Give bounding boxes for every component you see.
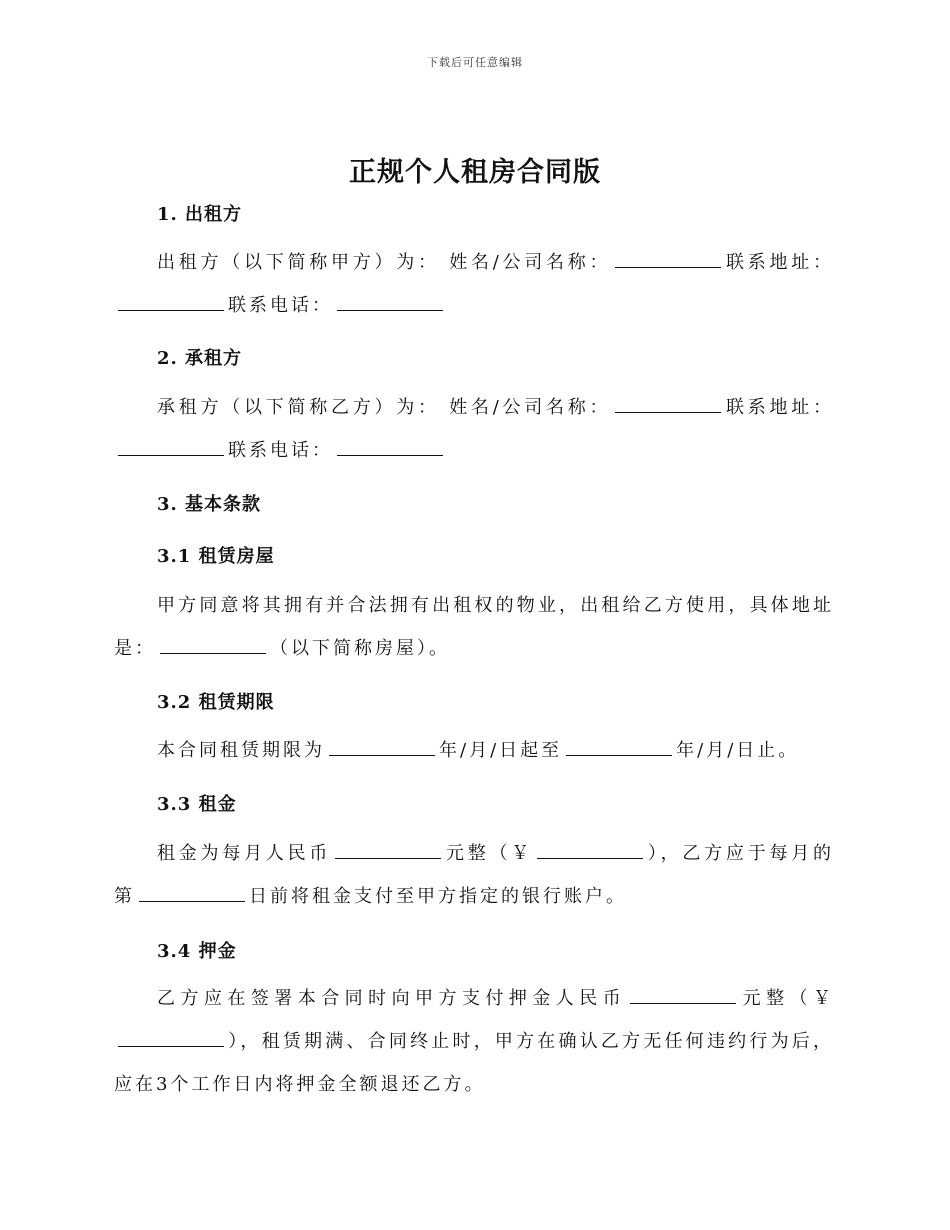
section-heading-deposit: 3.4 押金 [157, 941, 237, 962]
lessee-text-b: 联系地址： [725, 397, 834, 418]
term-text-c: 年/月/日止。 [676, 740, 800, 761]
paragraph-rental-house [114, 584, 834, 670]
rent-text-b: 元整（￥ [445, 843, 534, 864]
blank-field [118, 294, 224, 311]
document-title: 正规个人租房合同版 [349, 157, 601, 188]
blank-field [329, 739, 435, 756]
paragraph-lessee [114, 386, 834, 472]
deposit-text-c: ），租赁期满、合同终止时，甲方在确认乙方无任何违约行为后，应在3个工作日内将押金全额退还乙方。 [114, 1031, 834, 1095]
blank-field [630, 987, 736, 1004]
deposit-text-b: 元整（￥ [740, 988, 835, 1009]
lessee-text-c: 联系电话： [228, 440, 333, 461]
blank-field [335, 842, 441, 859]
blank-field [337, 294, 443, 311]
lessor-text-b: 联系地址： [725, 252, 834, 273]
blank-field [537, 842, 643, 859]
rent-text-c: ），乙方应于每月的第 [114, 843, 835, 907]
blank-field [566, 739, 672, 756]
section-heading-lessor: 1. 出租方 [157, 204, 243, 225]
section-heading-rent: 3.3 租金 [157, 794, 237, 815]
house-text-a: 甲方同意将其拥有并合法拥有出租权的物业，出租给乙方使用，具体地址是： [114, 595, 834, 659]
blank-field [615, 251, 721, 268]
paragraph-rent [114, 832, 834, 918]
header-note: 下载后可任意编辑 [427, 56, 523, 69]
lessor-text-a: 出租方（以下简称甲方）为： 姓名/公司名称： [157, 252, 612, 273]
section-heading-basic-terms: 3. 基本条款 [157, 494, 262, 515]
blank-field [160, 637, 266, 654]
rent-text-d: 日前将租金支付至甲方指定的银行账户。 [249, 886, 627, 907]
section-heading-rental-house: 3.1 租赁房屋 [157, 546, 275, 567]
paragraph-lessor [114, 241, 834, 327]
lessee-text-a: 承租方（以下简称乙方）为： 姓名/公司名称： [157, 397, 612, 418]
rent-text-a: 租金为每月人民币 [157, 843, 332, 864]
section-heading-lessee: 2. 承租方 [157, 348, 243, 369]
lessor-text-c: 联系电话： [228, 295, 333, 316]
term-text-b: 年/月/日起至 [439, 740, 563, 761]
blank-field [615, 396, 721, 413]
house-text-b: （以下简称房屋）。 [270, 638, 450, 659]
paragraph-lease-term [114, 729, 834, 772]
blank-field [337, 439, 443, 456]
blank-field [118, 439, 224, 456]
section-heading-lease-term: 3.2 租赁期限 [157, 692, 275, 713]
paragraph-deposit [114, 977, 834, 1106]
blank-field [139, 885, 245, 902]
term-text-a: 本合同租赁期限为 [157, 740, 325, 761]
blank-field [118, 1030, 224, 1047]
deposit-text-a: 乙方应在签署本合同时向甲方支付押金人民币 [157, 988, 627, 1009]
